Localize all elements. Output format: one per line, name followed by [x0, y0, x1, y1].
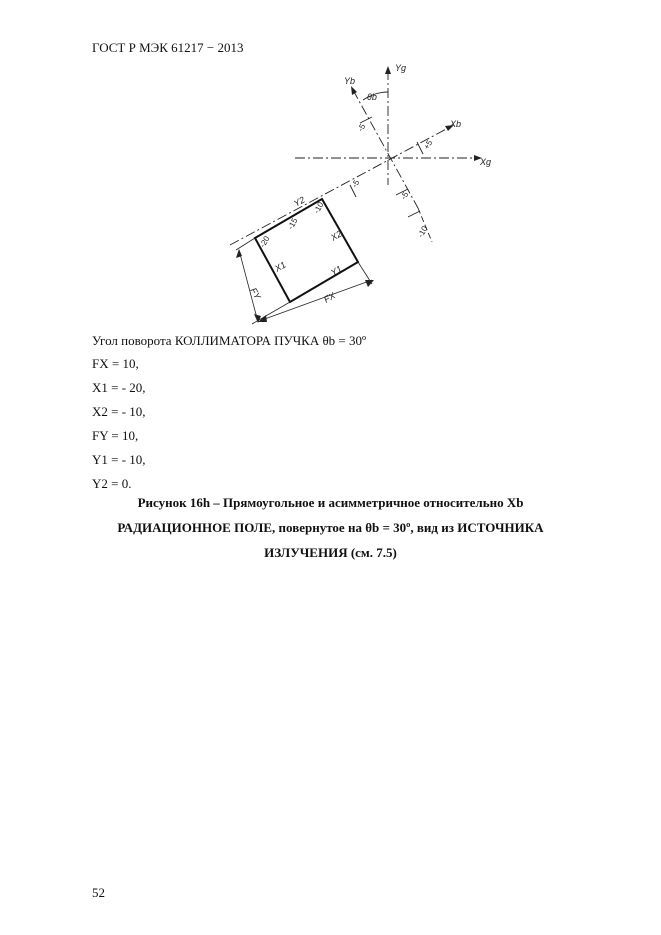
- y2-label: Y2: [292, 194, 307, 209]
- radiation-field-diagram: [0, 0, 661, 340]
- theta-label: θb: [367, 92, 377, 102]
- x1-value-line: X1 = - 20,: [92, 380, 146, 395]
- yb-axis-label: Yb: [344, 76, 356, 86]
- xb-axis-label: Xb: [450, 119, 462, 129]
- page-number: 52: [92, 885, 105, 900]
- tick-label-yb-minus5: -5: [398, 190, 411, 201]
- y2-value-line: Y2 = 0.: [92, 476, 132, 491]
- x1-label: X1: [273, 259, 288, 274]
- fx-value-line: FX = 10,: [92, 356, 139, 371]
- y1-value-line: Y1 = - 10,: [92, 452, 146, 467]
- document-header: ГОСТ Р МЭК 61217 − 2013: [92, 40, 244, 55]
- figure-caption-line-3: ИЗЛУЧЕНИЯ (см. 7.5): [264, 545, 397, 560]
- tick-label-yb-minus10: -10: [415, 224, 430, 239]
- tick-label-xb-plus5: +5: [421, 138, 435, 151]
- tick-label-yb-5: -5: [355, 122, 368, 133]
- figure-caption-line-2: РАДИАЦИОННОЕ ПОЛЕ, повернутое на θb = 30º, вид из ИСТОЧНИКА: [117, 520, 544, 535]
- fx-dimension-label: FX: [322, 290, 337, 305]
- fy-value-line: FY = 10,: [92, 428, 139, 443]
- tick-label-xb-minus5: -5: [349, 178, 362, 189]
- y1-label: Y1: [329, 263, 344, 278]
- yg-axis-label: Yg: [395, 63, 407, 73]
- x2-label: X2: [329, 228, 344, 243]
- tick-label-minus20: -20: [257, 234, 272, 249]
- x2-value-line: X2 = - 10,: [92, 404, 146, 419]
- figure-caption-line-1: Рисунок 16h – Прямоугольное и асимметричное относительно Xb: [137, 495, 524, 510]
- xg-axis-label: Xg: [480, 157, 492, 167]
- rotation-angle-line: Угол поворота КОЛЛИМАТОРА ПУЧКА θb = 30º: [92, 333, 367, 348]
- fy-dimension-label: FY: [248, 286, 263, 301]
- tick-label-minus10: -10: [311, 200, 326, 215]
- tick-label-minus15: -15: [285, 216, 300, 231]
